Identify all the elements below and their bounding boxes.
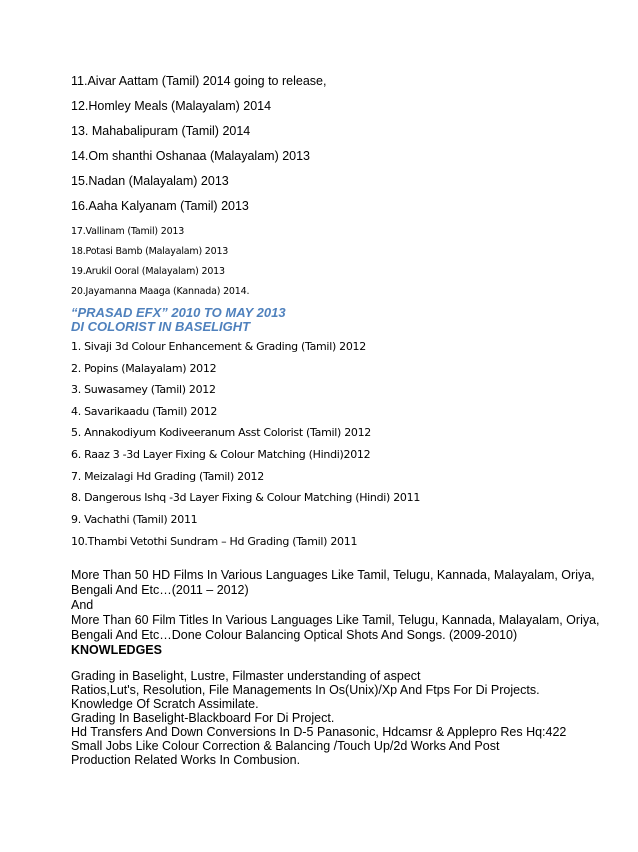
project-item: 1. Sivaji 3d Colour Enhancement & Grading (Tamil) 2012 bbox=[71, 340, 366, 353]
project-item: 10.Thambi Vetothi Sundram – Hd Grading (Tamil) 2011 bbox=[71, 535, 358, 548]
summary-line: And bbox=[71, 598, 94, 612]
project-item: 7. Meizalagi Hd Grading (Tamil) 2012 bbox=[71, 470, 264, 483]
film-credit-item: 11.Aivar Aattam (Tamil) 2014 going to release, bbox=[71, 74, 327, 88]
project-item: 6. Raaz 3 -3d Layer Fixing & Colour Matching (Hindi)2012 bbox=[71, 448, 371, 461]
film-credit-item: 18.Potasi Bamb (Malayalam) 2013 bbox=[71, 246, 229, 257]
film-credit-item: 12.Homley Meals (Malayalam) 2014 bbox=[71, 99, 272, 113]
project-item: 3. Suwasamey (Tamil) 2012 bbox=[71, 383, 216, 396]
project-item: 4. Savarikaadu (Tamil) 2012 bbox=[71, 405, 218, 418]
knowledge-line: Small Jobs Like Colour Correction & Balancing /Touch Up/2d Works And Post bbox=[71, 739, 500, 753]
project-item: 9. Vachathi (Tamil) 2011 bbox=[71, 513, 198, 526]
role-heading: DI COLORIST IN BASELIGHT bbox=[71, 319, 251, 334]
knowledges-heading: KNOWLEDGES bbox=[71, 643, 162, 657]
film-credit-item: 13. Mahabalipuram (Tamil) 2014 bbox=[71, 124, 251, 138]
project-item: 5. Annakodiyum Kodiveeranum Asst Colorist (Tamil) 2012 bbox=[71, 426, 371, 439]
knowledge-line: Hd Transfers And Down Conversions In D-5 Panasonic, Hdcamsr & Applepro Res Hq:422 bbox=[71, 725, 567, 739]
film-credit-item: 17.Vallinam (Tamil) 2013 bbox=[71, 226, 185, 237]
film-credit-item: 14.Om shanthi Oshanaa (Malayalam) 2013 bbox=[71, 149, 311, 163]
knowledge-line: Grading In Baselight-Blackboard For Di Project. bbox=[71, 711, 335, 725]
project-item: 2. Popins (Malayalam) 2012 bbox=[71, 362, 217, 375]
summary-line: Bengali And Etc…Done Colour Balancing Optical Shots And Songs. (2009-2010) bbox=[71, 628, 518, 642]
film-credit-item: 20.Jayamanna Maaga (Kannada) 2014. bbox=[71, 286, 250, 297]
knowledge-line: Knowledge Of Scratch Assimilate. bbox=[71, 697, 259, 711]
employer-heading: “PRASAD EFX” 2010 TO MAY 2013 bbox=[71, 305, 286, 320]
summary-line: More Than 60 Film Titles In Various Languages Like Tamil, Telugu, Kannada, Malayalam, Oriya, bbox=[71, 613, 600, 627]
film-credit-item: 15.Nadan (Malayalam) 2013 bbox=[71, 174, 229, 188]
knowledge-line: Grading in Baselight, Lustre, Filmaster understanding of aspect bbox=[71, 669, 421, 683]
knowledge-line: Production Related Works In Combusion. bbox=[71, 753, 301, 767]
film-credit-item: 19.Arukil Ooral (Malayalam) 2013 bbox=[71, 266, 225, 277]
knowledge-line: Ratios,Lut's, Resolution, File Managements In Os(Unix)/Xp And Ftps For Di Projects. bbox=[71, 683, 540, 697]
summary-line: Bengali And Etc…(2011 – 2012) bbox=[71, 583, 249, 597]
film-credit-item: 16.Aaha Kalyanam (Tamil) 2013 bbox=[71, 199, 249, 213]
summary-line: More Than 50 HD Films In Various Languages Like Tamil, Telugu, Kannada, Malayalam, Oriya, bbox=[71, 568, 595, 582]
project-item: 8. Dangerous Ishq -3d Layer Fixing & Colour Matching (Hindi) 2011 bbox=[71, 491, 421, 504]
